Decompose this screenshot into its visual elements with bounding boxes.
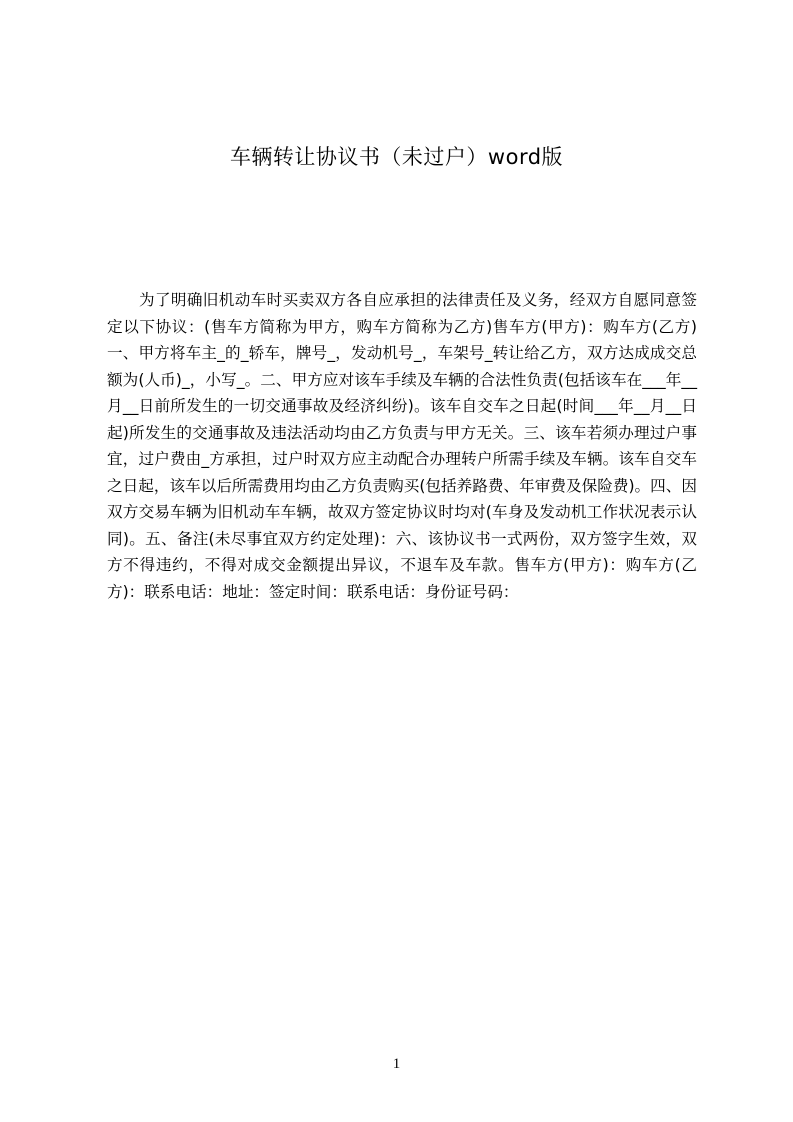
agreement-body-paragraph: 为了明确旧机动车时买卖双方各自应承担的法律责任及义务，经双方自愿同意签定以下协议：(售车方简称为甲方，购车方简称为乙方)售车方(甲方)：购车方(乙方)一、甲方将车主_的_轿车，牌号_，发动机号_，车架号_转让给乙方，双方达成成交总额为(人币)_，小写_。二、甲方应对该车手续及车辆的合法性负责(包括该车在___年__月__日前所发生的一切交通事故及经济纠纷)。该车自交车之日起(时间___年__月__日起)所发生的交通事故及违法活动均由乙方负责与甲方无关。三、该车若须办理过户事宜，过户费由_方承担，过户时双方应主动配合办理转户所需手续及车辆。该车自交车之日起，该车以后所需费用均由乙方负责购买(包括养路费、年审费及保险费)。四、因双方交易车辆为旧机动车车辆，故双方签定协议时均对(车身及发动机工作状况表示认同)。五、备注(未尽事宜双方约定处理)：六、该协议书一式两份，双方签字生效，双方不得违约，不得对成交金额提出异议，不退车及车款。售车方(甲方)：购车方(乙方)：联系电话：地址：签定时间：联系电话：身份证号码：: [107, 291, 697, 601]
page-number: 1: [392, 1056, 401, 1072]
document-title: 车辆转让协议书（未过户）word版: [229, 145, 564, 169]
